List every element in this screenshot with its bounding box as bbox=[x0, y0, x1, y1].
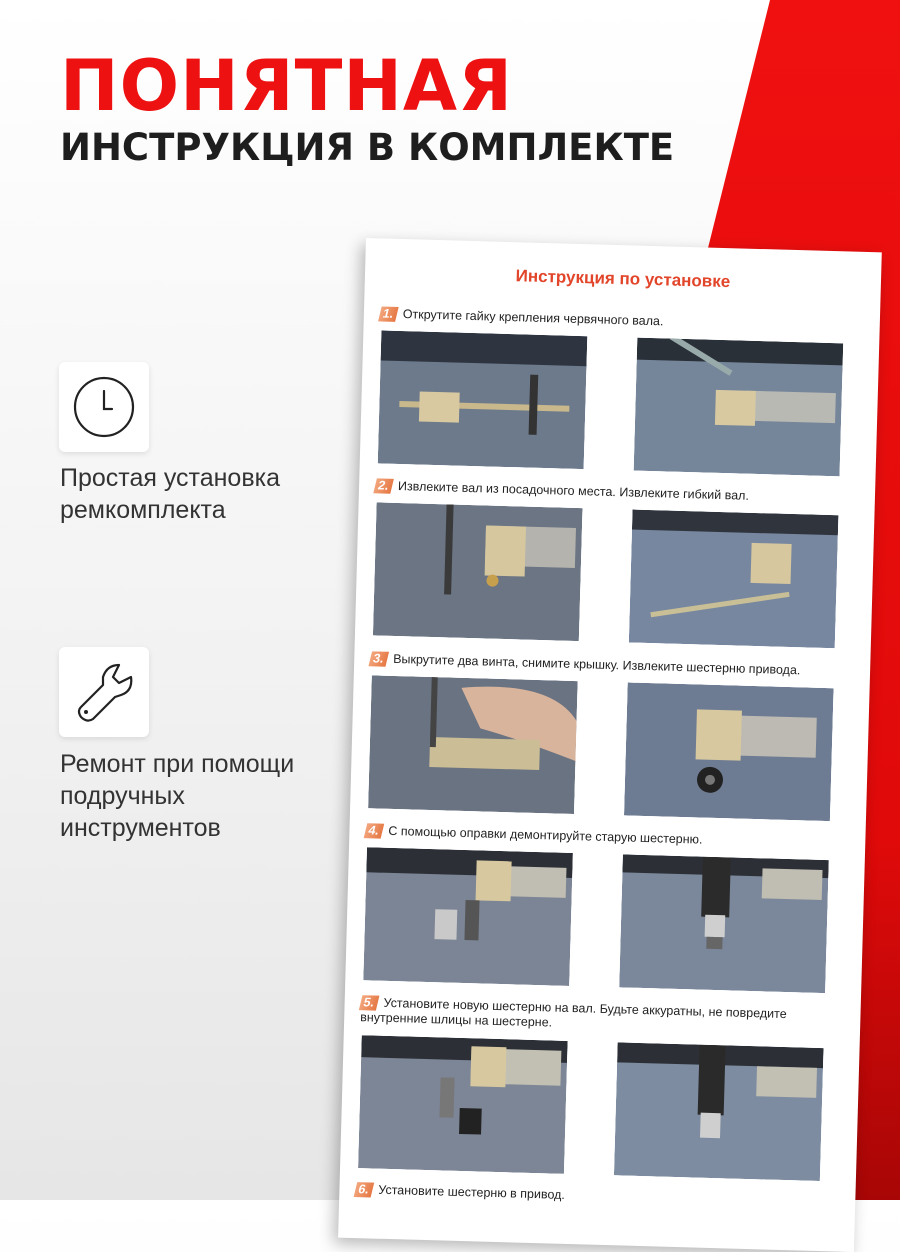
step-number: 4. bbox=[364, 823, 385, 838]
step-number: 2. bbox=[373, 478, 394, 493]
feature-text-installation: Простая установка ремкомплекта bbox=[60, 464, 281, 524]
step-text: Выкрутите два винта, снимите крышку. Извлеките шестерню привода. bbox=[392, 651, 801, 678]
step-photo bbox=[619, 854, 829, 993]
step-text: Установите шестерню в привод. bbox=[378, 1182, 566, 1202]
step-photo bbox=[624, 682, 834, 821]
step-caption bbox=[370, 651, 850, 679]
feature-clock-card bbox=[59, 362, 149, 452]
step-caption bbox=[355, 1182, 835, 1210]
feature-wrench-card bbox=[59, 647, 149, 737]
sheet-title: Инструкция по установке bbox=[515, 266, 731, 292]
step-caption bbox=[375, 478, 855, 506]
step-number: 5. bbox=[359, 995, 380, 1010]
step-text: Установите новую шестерню на вал. Будьте аккуратны, не повредите внутренние шлицы на шестерне. bbox=[360, 995, 787, 1030]
clock-icon bbox=[72, 375, 136, 439]
step-photo bbox=[368, 675, 578, 814]
step-photo bbox=[634, 338, 844, 477]
step-photo bbox=[629, 510, 839, 649]
step-text: Извлеките вал из посадочного места. Извлеките гибкий вал. bbox=[397, 478, 750, 503]
step-photo bbox=[378, 330, 588, 469]
headline-primary: ПОНЯТНАЯ bbox=[60, 45, 513, 127]
headline-secondary: ИНСТРУКЦИЯ В КОМПЛЕКТЕ bbox=[60, 126, 675, 169]
step-caption bbox=[365, 823, 845, 851]
step-caption bbox=[380, 306, 860, 334]
step-text: Открутите гайку крепления червячного вала. bbox=[402, 307, 664, 329]
step-number: 1. bbox=[378, 306, 399, 321]
feature-text-tools: Ремонт при помощи подручных инструментов bbox=[60, 750, 295, 842]
step-caption bbox=[360, 995, 841, 1038]
step-photo bbox=[614, 1042, 824, 1181]
instruction-sheet bbox=[338, 238, 882, 1252]
step-photo bbox=[358, 1035, 568, 1174]
step-number: 6. bbox=[354, 1182, 375, 1197]
wrench-icon bbox=[69, 657, 139, 727]
step-photo bbox=[363, 847, 573, 986]
step-text: С помощью оправки демонтируйте старую шестерню. bbox=[388, 823, 703, 847]
step-number: 3. bbox=[368, 651, 389, 666]
step-photo bbox=[373, 502, 583, 641]
